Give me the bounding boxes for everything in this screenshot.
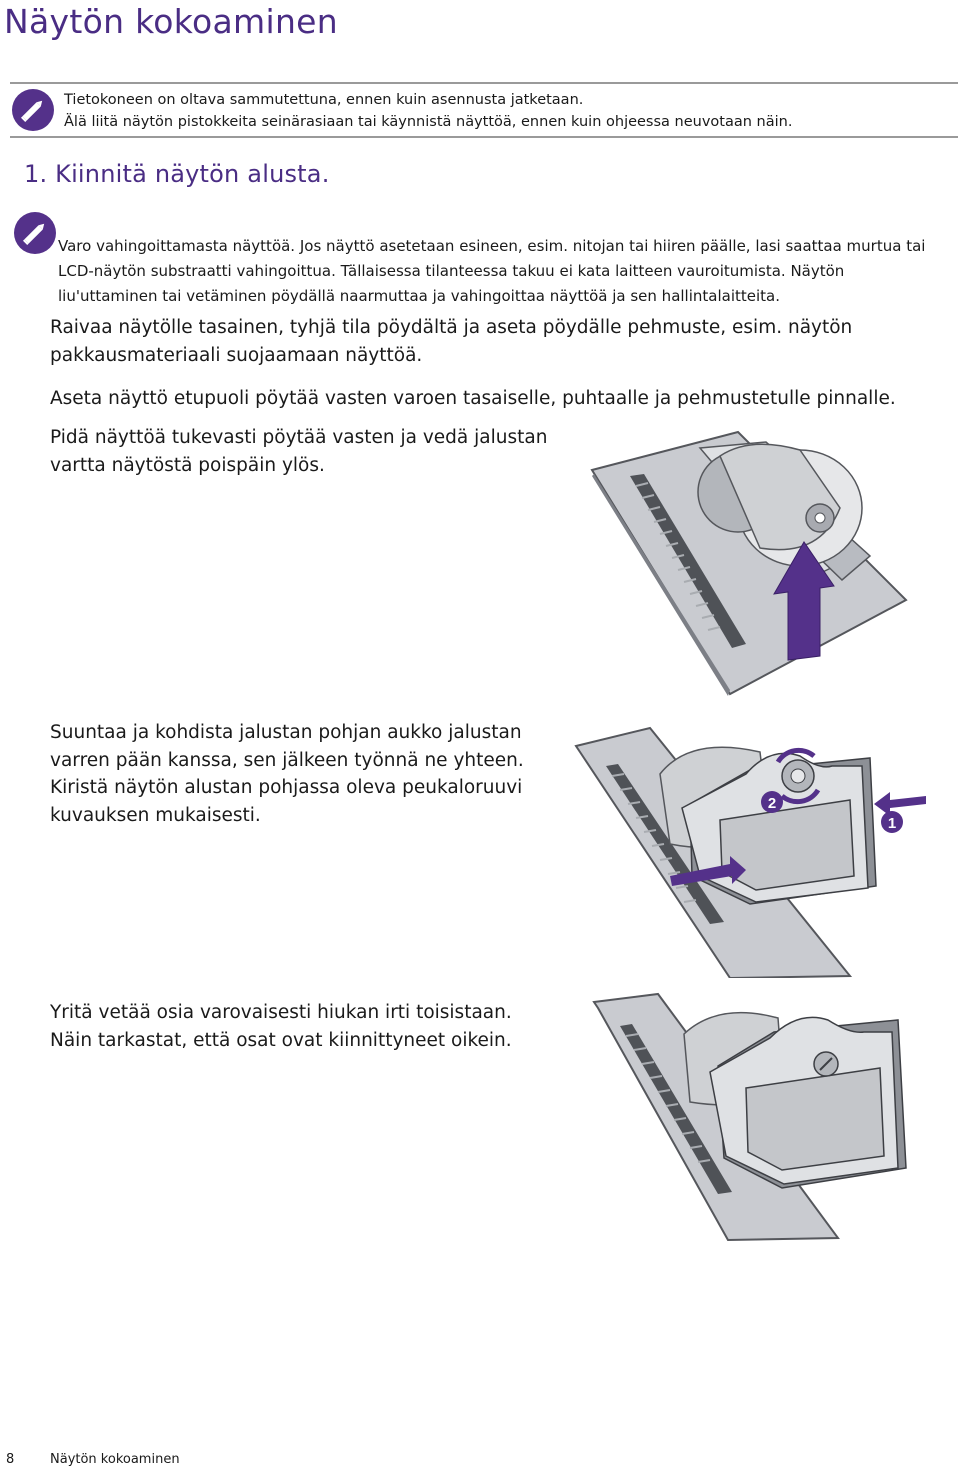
note-top-rule [10,82,958,84]
top-note-line: Älä liitä näytön pistokkeita seinärasiaan tai käynnistä näyttöä, ennen kuin ohjeessa neuvotaan näin. [64,114,793,130]
page-title: Näytön kokoaminen [4,2,338,41]
callout-two: 2 [767,795,777,812]
pencil-icon [14,212,56,254]
step-line: Yritä vetää osia varovaisesti hiukan irti toisistaan. [50,1002,512,1023]
caution-note-line: LCD-näytön substraatti vahingoittua. Tällaisessa tilanteessa takuu ei kata laitteen vauroitumista. Näytön [58,262,845,280]
caution-note-line: liu'uttaminen tai vetäminen pöydällä naarmuttaa ja vahingoittaa näyttöä ja sen hallintalaitteita. [58,287,780,305]
monitor-arm-illustration [590,428,910,698]
monitor-assembled-illustration [588,992,918,1242]
caution-note-line: Varo vahingoittamasta näyttöä. Jos näyttö asetetaan esineen, esim. nitojan tai hiiren päälle, lasi saattaa murtua tai [58,237,926,255]
step-line: Raivaa näytölle tasainen, tyhjä tila pöydältä ja aseta pöydälle pehmuste, esim. näytön [50,317,853,338]
step-align-base [50,719,524,829]
note-bottom-rule [10,136,958,138]
top-note-text [64,89,792,133]
step-line: vartta näytöstä poispäin ylös. [50,454,325,476]
step-line: kuvauksen mukaisesti. [50,804,261,826]
step-clear-space [50,314,852,369]
step-line: varren pään kanssa, sen jälkeen työnnä ne yhteen. [50,749,524,771]
callout-one: 1 [887,815,897,832]
footer-title: Näytön kokoaminen [50,1452,180,1467]
section-heading: 1. Kiinnitä näytön alusta. [24,160,330,188]
step-check-parts [50,999,512,1054]
step-line: Suuntaa ja kohdista jalustan pohjan aukko jalustan [50,722,522,743]
pencil-icon [12,89,54,131]
monitor-base-attach-illustration [570,726,935,978]
step-pull-arm [50,424,547,479]
step-line: Aseta näyttö etupuoli pöytää vasten varoen tasaiselle, puhtaalle ja pehmustetulle pinnalle. [50,388,896,409]
step-lay-face-down [50,385,896,413]
page-number: 8 [6,1452,15,1467]
step-line: Kiristä näytön alustan pohjassa oleva peukaloruuvi [50,777,523,798]
step-line: Näin tarkastat, että osat ovat kiinnittyneet oikein. [50,1029,512,1051]
caution-note-text [58,234,925,309]
step-line: Pidä näyttöä tukevasti pöytää vasten ja vedä jalustan [50,427,548,448]
step-line: pakkausmateriaali suojaamaan näyttöä. [50,344,423,366]
top-note-line: Tietokoneen on oltava sammutettuna, ennen kuin asennusta jatketaan. [64,92,584,108]
